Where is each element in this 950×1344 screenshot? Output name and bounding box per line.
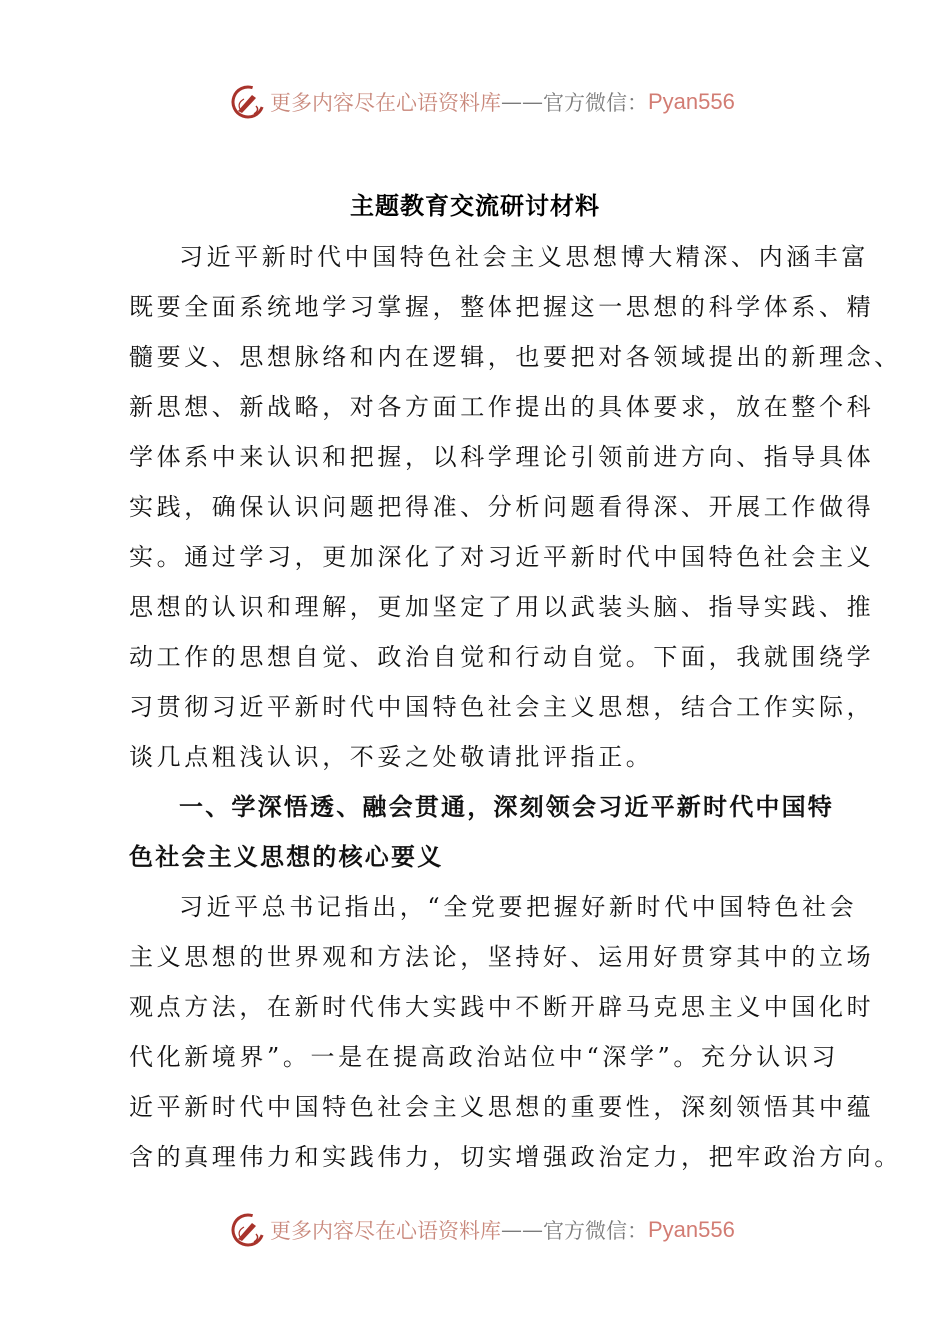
watermark-footer <box>230 1210 735 1250</box>
watermark-contact-label: 官方微信： <box>543 91 648 115</box>
quill-pen-logo-icon <box>230 84 266 120</box>
text-line: 代化新境界”。一是在提高政治站位中“深学”。充分认识习 <box>129 1043 840 1071</box>
text-line: 髓要义、思想脉络和内在逻辑，也要把对各领域提出的新理念、 <box>129 343 902 371</box>
paragraph-intro <box>129 232 902 782</box>
text-line: 习贯彻习近平新时代中国特色社会主义思想，结合工作实际， <box>129 693 875 721</box>
text-line: 实。通过学习，更加深化了对习近平新时代中国特色社会主义 <box>129 543 875 571</box>
watermark-separator: —— <box>501 90 543 114</box>
heading-line: 色社会主义思想的核心要义 <box>129 843 444 871</box>
text-line: 含的真理伟力和实践伟力，切实增强政治定力，把牢政治方向。 <box>129 1143 902 1171</box>
paragraph-section-1 <box>129 882 902 1182</box>
text-line: 观点方法，在新时代伟大实践中不断开辟马克思主义中国化时 <box>129 993 875 1021</box>
watermark-brand: 更多内容尽在心语资料库 <box>270 91 501 115</box>
text-line: 学体系中来认识和把握，以科学理论引领前进方向、指导具体 <box>129 443 875 471</box>
watermark-contact-id: Pyan556 <box>648 89 735 114</box>
text-line: 近平新时代中国特色社会主义思想的重要性，深刻领悟其中蕴 <box>129 1093 875 1121</box>
watermark-brand: 更多内容尽在心语资料库 <box>270 1219 501 1243</box>
text-line: 实践，确保认识问题把得准、分析问题看得深、开展工作做得 <box>129 493 875 521</box>
text-line: 主义思想的世界观和方法论，坚持好、运用好贯穿其中的立场 <box>129 943 875 971</box>
text-line: 谈几点粗浅认识，不妥之处敬请批评指正。 <box>129 743 654 771</box>
document-body <box>129 232 902 1182</box>
watermark-contact-label: 官方微信： <box>543 1219 648 1243</box>
text-line: 新思想、新战略，对各方面工作提出的具体要求，放在整个科 <box>129 393 875 421</box>
watermark-contact-id: Pyan556 <box>648 1217 735 1242</box>
watermark-header <box>230 82 735 122</box>
text-line: 思想的认识和理解，更加坚定了用以武装头脑、指导实践、推 <box>129 593 875 621</box>
quill-pen-logo-icon <box>230 1212 266 1248</box>
text-line: 习近平总书记指出，“全党要把握好新时代中国特色社会 <box>179 893 858 921</box>
section-heading-1 <box>129 782 834 882</box>
watermark-separator: —— <box>501 1218 543 1242</box>
text-line: 既要全面系统地学习掌握，整体把握这一思想的科学体系、精 <box>129 293 875 321</box>
text-line: 动工作的思想自觉、政治自觉和行动自觉。下面，我就围绕学 <box>129 643 875 671</box>
heading-line: 一、学深悟透、融会贯通，深刻领会习近平新时代中国特 <box>179 793 834 821</box>
text-line: 习近平新时代中国特色社会主义思想博大精深、内涵丰富 <box>179 243 869 271</box>
document-title: 主题教育交流研讨材料 <box>350 192 600 220</box>
